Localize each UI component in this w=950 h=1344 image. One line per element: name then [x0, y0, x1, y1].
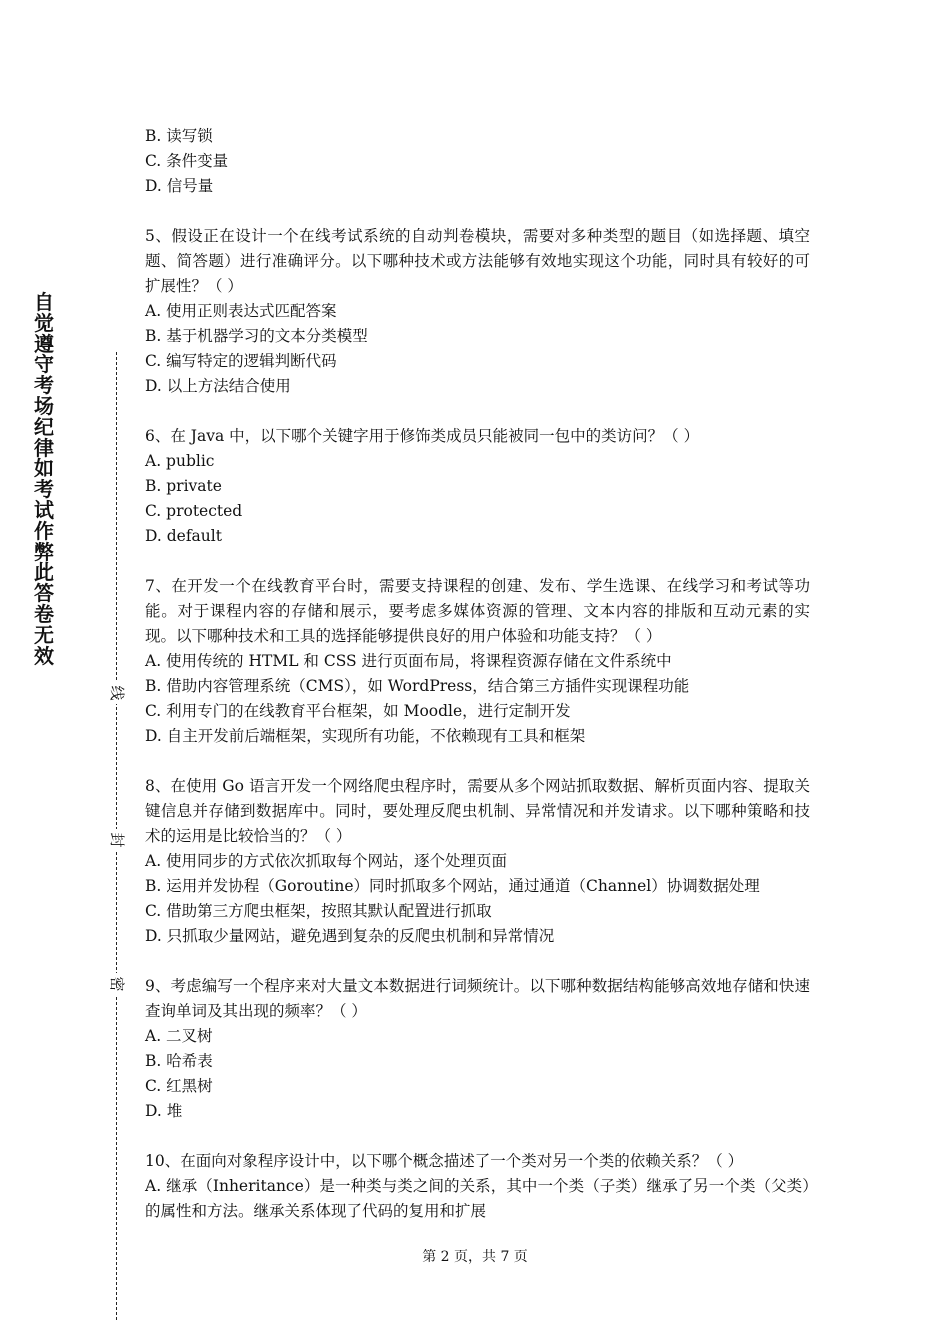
cut-label-secret: 密: [106, 973, 128, 995]
question-8: [145, 774, 810, 949]
question-stem: 6、在 Java 中，以下哪个关键字用于修饰类成员只能被同一包中的类访问？（ ）: [145, 427, 700, 445]
question-stem: 9、考虑编写一个程序来对大量文本数据进行词频统计。以下哪种数据结构能够高效地存储和快速查询单词及其出现的频率？（ ）: [145, 977, 810, 1020]
question-5: [145, 224, 810, 399]
option-d: D. default: [145, 527, 222, 545]
option-b: B. private: [145, 477, 222, 495]
question-stem: 5、假设正在设计一个在线考试系统的自动判卷模块，需要对多种类型的题目（如选择题、填空题、简答题）进行准确评分。以下哪种技术或方法能够有效地实现这个功能，同时具有较好的可扩展性？（ ）: [145, 227, 810, 295]
option-b: B. 读写锁: [145, 127, 213, 145]
option-d: D. 以上方法结合使用: [145, 377, 291, 395]
option-b: B. 借助内容管理系统（CMS），如 WordPress，结合第三方插件实现课程功能: [145, 677, 690, 695]
question-stem: 8、在使用 Go 语言开发一个网络爬虫程序时，需要从多个网站抓取数据、解析页面内容、提取关键信息并存储到数据库中。同时，要处理反爬虫机制、异常情况和并发请求。以下哪种策略和技术的运用是比较恰当的？（ ）: [145, 777, 810, 845]
option-d: D. 只抓取少量网站，避免遇到复杂的反爬虫机制和异常情况: [145, 927, 555, 945]
option-a: A. 使用传统的 HTML 和 CSS 进行页面布局，将课程资源存储在文件系统中: [145, 652, 672, 670]
question-9: [145, 974, 810, 1124]
question-7: [145, 574, 810, 749]
exam-discipline-notice: 自觉遵守考场纪律如考试作弊此答卷无效: [34, 290, 54, 668]
cut-label-seal: 封: [106, 829, 128, 851]
option-c: C. 编写特定的逻辑判断代码: [145, 352, 337, 370]
option-a: A. 继承（Inheritance）是一种类与类之间的关系，其中一个类（子类）继承了另一个类（父类）的属性和方法。继承关系体现了代码的复用和扩展: [145, 1177, 810, 1220]
option-c: C. 利用专门的在线教育平台框架，如 Moodle，进行定制开发: [145, 702, 571, 720]
option-c: C. 红黑树: [145, 1077, 213, 1095]
option-b: B. 哈希表: [145, 1052, 213, 1070]
option-d: D. 自主开发前后端框架，实现所有功能，不依赖现有工具和框架: [145, 727, 586, 745]
option-b: B. 运用并发协程（Goroutine）同时抓取多个网站，通过通道（Channel）协调数据处理: [145, 877, 760, 895]
question-10: [145, 1149, 810, 1224]
option-c: C. 借助第三方爬虫框架，按照其默认配置进行抓取: [145, 902, 492, 920]
option-c: C. protected: [145, 502, 243, 520]
option-a: A. 二叉树: [145, 1027, 213, 1045]
question-stem: 7、在开发一个在线教育平台时，需要支持课程的创建、发布、学生选课、在线学习和考试等功能。对于课程内容的存储和展示，要考虑多媒体资源的管理、文本内容的排版和互动元素的实现。以下哪种技术和工具的选择能够提供良好的用户体验和功能支持？（ ）: [145, 577, 810, 645]
option-c: C. 条件变量: [145, 152, 229, 170]
cut-label-line: 线: [106, 682, 128, 704]
option-b: B. 基于机器学习的文本分类模型: [145, 327, 368, 345]
option-a: A. 使用正则表达式匹配答案: [145, 302, 337, 320]
question-content: [145, 124, 810, 1224]
page-number: 第 2 页，共 7 页: [422, 1249, 528, 1265]
continued-options: [145, 124, 810, 199]
option-a: A. public: [145, 452, 215, 470]
question-6: [145, 424, 810, 549]
option-d: D. 堆: [145, 1102, 183, 1120]
option-a: A. 使用同步的方式依次抓取每个网站，逐个处理页面: [145, 852, 508, 870]
option-d: D. 信号量: [145, 177, 214, 195]
question-stem: 10、在面向对象程序设计中，以下哪个概念描述了一个类对另一个类的依赖关系？（ ）: [145, 1152, 744, 1170]
